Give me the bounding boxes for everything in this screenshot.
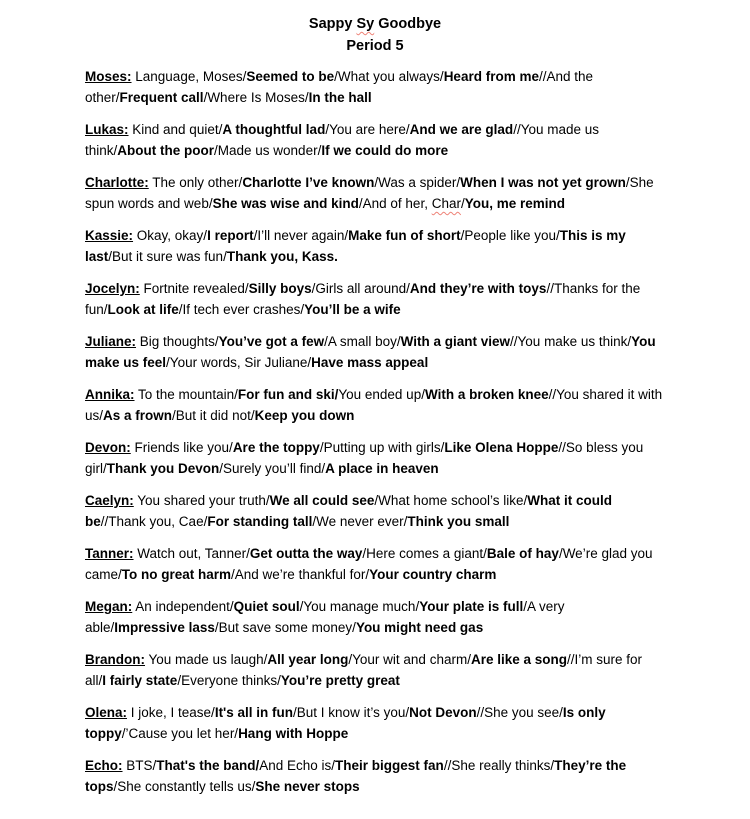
lyric-segment: //And the other/	[85, 69, 597, 105]
lyric-segment: /Here comes a giant/	[362, 546, 487, 561]
lyric-bold-segment: You make us feel	[85, 334, 660, 370]
lyric-segment: /People like you/	[460, 228, 560, 243]
poem-paragraph	[85, 490, 665, 532]
lyric-bold-segment: What it could be	[85, 493, 616, 529]
lyric-bold-segment: I fairly state	[102, 673, 178, 688]
lyric-segment: An independent/	[132, 599, 234, 614]
lyric-bold-segment: Are like a song	[470, 652, 567, 667]
lyric-bold-segment: It's all in fun	[214, 705, 294, 720]
lyric-segment: /What home school’s like/	[374, 493, 528, 508]
student-name: Olena:	[85, 705, 128, 720]
lyric-bold-segment: Your country charm	[369, 567, 497, 582]
lyric-bold-segment: Charlotte I’ve known	[242, 175, 375, 190]
lyric-bold-segment: In the hall	[308, 90, 372, 105]
lyric-bold-segment: Think you small	[407, 514, 510, 529]
lyric-bold-segment: For fun and ski/	[237, 387, 339, 402]
lyric-bold-segment: Like Olena Hoppe	[444, 440, 559, 455]
lyric-segment: /Where Is Moses/	[203, 90, 309, 105]
lyric-segment: /Your words, Sir Juliane/	[166, 355, 312, 370]
student-name: Charlotte:	[85, 175, 149, 190]
lyric-bold-segment: You, me remind	[464, 196, 566, 211]
lyric-bold-segment: You might need gas	[355, 620, 484, 635]
lyric-segment: Friends like you/	[130, 440, 233, 455]
lyric-bold-segment: When I was not yet grown	[460, 175, 626, 190]
lyric-bold-segment: Impressive lass	[114, 620, 215, 635]
lyric-bold-segment: With a broken knee	[424, 387, 549, 402]
lyric-segment: /And we’re thankful for/	[231, 567, 370, 582]
lyric-bold-segment: Silly boys	[248, 281, 312, 296]
lyric-bold-segment: And they’re with toys	[409, 281, 547, 296]
poem-paragraph	[85, 119, 665, 161]
lyric-bold-segment: Thank you, Kass.	[226, 249, 338, 264]
lyric-segment: The only other/	[148, 175, 243, 190]
lyric-segment: //So bless you girl/	[85, 440, 647, 476]
lyric-bold-segment: Heard from me	[443, 69, 539, 84]
lyric-bold-segment: Your plate is full	[419, 599, 524, 614]
lyric-segment: To the mountain/	[134, 387, 238, 402]
student-name: Juliane:	[85, 334, 137, 349]
lyric-segment: /A very able/	[85, 599, 569, 635]
lyric-segment: /Was a spider/	[374, 175, 461, 190]
lyric-bold-segment: Thank you Devon	[106, 461, 220, 476]
lyric-segment: /If tech ever crashes/	[178, 302, 305, 317]
poem-paragraph	[85, 331, 665, 373]
lyric-bold-segment: You’ll be a wife	[304, 302, 401, 317]
lyric-segment: /Made us wonder/	[214, 143, 322, 158]
lyric-segment: Big thoughts/	[136, 334, 219, 349]
lyric-segment: Watch out, Tanner/	[133, 546, 250, 561]
lyric-bold-segment: They’re the tops	[85, 758, 630, 794]
poem-paragraph	[85, 543, 665, 585]
lyric-bold-segment: She was wise and kind	[212, 196, 359, 211]
lyric-segment: //She really thinks/	[443, 758, 555, 773]
misspelled-word: Char	[431, 196, 461, 211]
lyric-bold-segment: She never stops	[255, 779, 360, 794]
lyric-bold-segment: A place in heaven	[325, 461, 439, 476]
lyric-segment: //Thank you, Cae/	[100, 514, 208, 529]
lyric-segment: /She constantly tells us/	[113, 779, 256, 794]
student-name: Kassie:	[85, 228, 134, 243]
lyric-segment: /And of her,	[358, 196, 432, 211]
lyric-segment: Language, Moses/	[131, 69, 247, 84]
student-name: Moses:	[85, 69, 132, 84]
lyric-bold-segment: About the poor	[117, 143, 215, 158]
lyric-segment: //She you see/	[476, 705, 563, 720]
lyric-segment: /But it sure was fun/	[108, 249, 227, 264]
lyric-segment: /You manage much/	[299, 599, 420, 614]
student-name: Caelyn:	[85, 493, 134, 508]
lyric-segment: Goodbye	[374, 16, 442, 32]
lyric-segment: BTS/	[122, 758, 157, 773]
student-name: Jocelyn:	[85, 281, 140, 296]
lyric-segment: Kind and quiet/	[128, 122, 223, 137]
lyric-segment: //You make us think/	[510, 334, 632, 349]
lyric-bold-segment: We all could see	[269, 493, 375, 508]
student-name: Megan:	[85, 599, 133, 614]
lyric-bold-segment: Make fun of short	[348, 228, 461, 243]
lyric-bold-segment: For standing tall	[207, 514, 313, 529]
student-name: Tanner:	[85, 546, 134, 561]
lyric-bold-segment: All year long	[267, 652, 349, 667]
lyric-segment: /A small boy/	[324, 334, 401, 349]
lyric-segment: /But it did not/	[172, 408, 255, 423]
poem-paragraph	[85, 649, 665, 691]
document-body	[85, 66, 665, 797]
lyric-bold-segment: Hang with Hoppe	[238, 726, 349, 741]
lyric-bold-segment: Is only toppy	[85, 705, 610, 741]
lyric-bold-segment: Have mass appeal	[311, 355, 429, 370]
lyric-segment: Sappy	[308, 16, 357, 32]
lyric-bold-segment: Bale of hay	[486, 546, 559, 561]
lyric-bold-segment: Are the toppy	[232, 440, 320, 455]
lyric-segment: /But I know it’s you/	[293, 705, 410, 720]
lyric-bold-segment: You’re pretty great	[280, 673, 400, 688]
lyric-bold-segment: A thoughtful lad	[222, 122, 326, 137]
lyric-bold-segment: Keep you down	[254, 408, 355, 423]
lyric-segment: /Everyone thinks/	[177, 673, 281, 688]
document-subtitle: Period 5	[346, 38, 404, 54]
lyric-segment: You ended up/	[338, 387, 425, 402]
student-name: Brandon:	[85, 652, 145, 667]
lyric-bold-segment: This is my last	[85, 228, 630, 264]
lyric-bold-segment: Look at life	[107, 302, 179, 317]
lyric-segment: //You shared it with us/	[85, 387, 666, 423]
lyric-segment: /Your wit and charm/	[348, 652, 471, 667]
lyric-bold-segment: Seemed to be	[246, 69, 335, 84]
lyric-segment: You made us laugh/	[145, 652, 268, 667]
lyric-segment: Fortnite revealed/	[139, 281, 249, 296]
lyric-segment: /I’ll never again/	[253, 228, 349, 243]
lyric-segment: //I’m sure for all/	[85, 652, 646, 688]
lyric-segment: //You made us think/	[85, 122, 603, 158]
lyric-bold-segment: And we are glad	[409, 122, 514, 137]
lyric-segment: /’Cause you let her/	[121, 726, 239, 741]
lyric-bold-segment: I report	[207, 228, 254, 243]
poem-paragraph	[85, 172, 665, 214]
lyric-segment: /She spun words and web/	[85, 175, 658, 211]
misspelled-word: Sy	[356, 16, 375, 32]
student-name: Devon:	[85, 440, 131, 455]
lyric-segment: /What you always/	[334, 69, 444, 84]
lyric-bold-segment: Get outta the way	[249, 546, 363, 561]
lyric-bold-segment: That's the band/	[156, 758, 260, 773]
poem-paragraph	[85, 596, 665, 638]
lyric-bold-segment: You’ve got a few	[218, 334, 325, 349]
lyric-segment: /We never ever/	[312, 514, 408, 529]
lyric-segment: Okay, okay/	[133, 228, 208, 243]
lyric-bold-segment: As a frown	[103, 408, 173, 423]
lyric-segment: /Putting up with girls/	[319, 440, 445, 455]
poem-paragraph	[85, 702, 665, 744]
lyric-bold-segment: With a giant view	[400, 334, 511, 349]
lyric-bold-segment: Not Devon	[409, 705, 477, 720]
lyric-bold-segment: To no great harm	[121, 567, 232, 582]
lyric-segment: /Girls all around/	[311, 281, 410, 296]
poem-paragraph	[85, 278, 665, 320]
lyric-segment: /Surely you’ll find/	[219, 461, 326, 476]
lyric-bold-segment: Their biggest fan	[335, 758, 444, 773]
student-name: Lukas:	[85, 122, 129, 137]
lyric-segment: /	[460, 196, 465, 211]
lyric-segment: /But save some money/	[214, 620, 356, 635]
lyric-bold-segment: Quiet soul	[233, 599, 300, 614]
poem-paragraph	[85, 384, 665, 426]
document-title	[85, 13, 665, 35]
lyric-bold-segment: If we could do more	[321, 143, 449, 158]
poem-paragraph	[85, 437, 665, 479]
lyric-segment: You shared your truth/	[133, 493, 270, 508]
poem-paragraph	[85, 225, 665, 267]
student-name: Echo:	[85, 758, 123, 773]
student-name: Annika:	[85, 387, 135, 402]
poem-paragraph	[85, 66, 665, 108]
lyric-segment: /You are here/	[325, 122, 410, 137]
lyric-segment: I joke, I tease/	[127, 705, 215, 720]
poem-paragraph	[85, 755, 665, 797]
lyric-segment: /We’re glad you came/	[85, 546, 657, 582]
lyric-bold-segment: Frequent call	[119, 90, 204, 105]
lyric-segment: And Echo is/	[259, 758, 336, 773]
lyric-segment: //Thanks for the fun/	[85, 281, 645, 317]
